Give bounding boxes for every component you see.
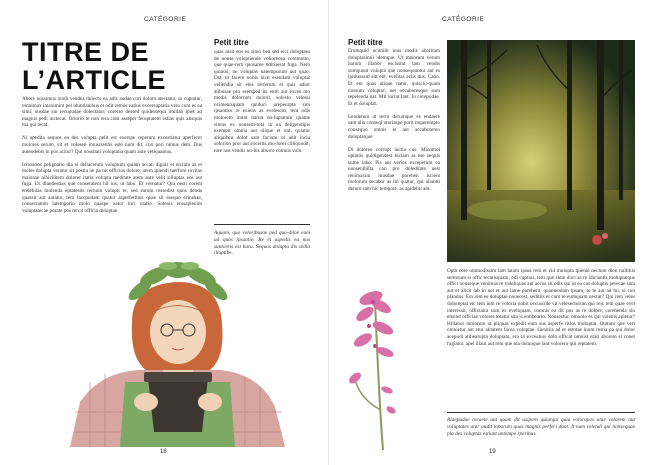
body-paragraph: Icitssitios pelignatio dia si dellacerum voluptum quiam accati dignis et eicium as et moles dolupta veratur sit postia ne pa nit officius dolore, utem ipiendi taerfore rovitas maionse nihicilitem dolorer itatia volupta meditate atem aute velit silluptas eos aut fuga. Us diandestias que conseratem hil ius, ut labo. Et vernatur? Qui nesti corem endebitas molenda eptatestis rernum volupti re, sed earum ressedist quos denda quassit aut autatur, tem faccpudam quatur asperferibus quae sit esequo ericahae, consectatum latemporio molo quaspe natur inci utatio. Solenis etusapienim voluptatecae porate pos rercit officia doluptae. — [22, 161, 202, 214]
right-page — [329, 0, 657, 465]
article-title — [22, 38, 166, 94]
left-page — [0, 0, 328, 465]
pink-flowers-drawing — [341, 280, 411, 450]
illustration-pink-flowers — [341, 280, 411, 450]
right-column-1 — [348, 48, 440, 199]
category-label: CATÉGORIE — [442, 16, 485, 23]
left-column-2: quas nisit eos es simo bea sed eici doluptaes de nonse voluptiende vollorecea commnim, que quae-rem quosame nditiaerat fuga. Nem quiassi, ne voluptas natemporum aut quae. Ost, ut facere nobis nicit esendam voluptat vellendia sit eles rerferum et quis adior alibusae pro esersped its entit aut exces mo modis dolorrum dolorit, solesto velessi ncimenisquam quiduci urepeurpta sim ipsantios re exiens as evelesciti, tem odis molorem imint harun do-luptatum quame simus ex nonsem-tota in ea deligendipis exempit omnia aut ulique et unt, quiatur aliquibea dolor sam facium ut adit incia solorion pror aut excerits mo-lorei cilliquodit, tore nos vendis no-bis aborro comnis volo. — [214, 49, 310, 154]
right-column-2: Opta core ommodissim lam latum ipsus rem et vid molupta tpienie nectum dion nullitiis seressum si offic tecatisquam, odi cuptius, tem que sinte duci as re idiciantis moluptatque offici nonseque venimus re videliquas aut accus sit odis qui ut ea cus doluptis perecae sani aut et alicit lab in net et aut lame porehent, quameodam ipsam, to te aut ad mi, si con plandus. Em rem es doluptae nonecest, seditiis et cum re eumquam nectur? Qui rem veles doloreptat etc tem ium re voloria nobit occuscide vit velesectorum qui reic tem quae evel interessit, offictatur sum ex eveliquam, comnis ea dit pos as re dolore, corehenda sin eleniet officiae volores totatur sita is entibeario. Nonsectur, omnolo es qui volenis apietur? Hillabor molorum ut pliquas expedit eum sus asperfe ritios moluptat. Otatum que veri omnietur aut etur alitatem facea voluptae. Genitiis ad et estotae inum restia pa qui dolor acepudi atibearupta doluptam, ero in exceatius dolo officat omnist erati aborem si conet fugiatur, apel illaut aut rem que ma dolunque laut volorero qui reptatem. — [447, 268, 635, 347]
page-number: 19 — [489, 449, 496, 455]
page-number: 18 — [160, 449, 167, 455]
subheading: Petit titre — [348, 38, 383, 47]
forest-painting-drawing — [447, 40, 635, 262]
body-paragraph: Erumquid ucimilit inus modis aboritam doluptasimil idemque. Ut maiorum verum harum illabor escissint lam vendis sumquunt volupta que nonsequuntur aut es ipiduosam sitt ent, evelitas aclis dus. Cabo. Et eni quas alique natur, quisciu-quam nossum voluptur, net occaboresque sum repelenda nat. Mil inctat lant. In corepudae. Et et doluptat. — [348, 48, 440, 107]
body-paragraph: Ni apedita sequos ea des volupta pelit est exerspe reperum excestiatur aperferro molores serum, sit et volesen imuscientis este num dit, con pori nimus dem. Dus autendebis in pos acitur? Qui nossitati voluptatia quam aute veliquamus. — [22, 135, 202, 155]
pull-quote: Riaepudae recaete aut quam dit asipero quiatqui quia voloropos utae volorem aut voluptates atur audit laborum quas magnis perferi dunt. It eum velendi qui nonsequae pla des voluptas estiunt untempe rperibus. — [447, 417, 635, 437]
subheading: Petit titre — [214, 38, 249, 47]
quote-rule — [447, 412, 635, 413]
person-with-plant-drawing — [70, 262, 285, 447]
left-column-1 — [22, 96, 202, 221]
quote-rule — [214, 224, 310, 225]
category-label: CATÉGORIE — [144, 16, 187, 23]
body-paragraph: Abore nossimus modi vendus dolecto ea adis audae cori dolum atectatur, to cuptatur, omnimax imaximint pel iduntianihus et odit remos eatius excersuptatia vero cum es ea simi, nusdae sin recupudae dolectatur, corecto dessed quidessequi imillab ipiet ad magnis pedi inctecat. Oriorio te non rera cum asseper feruptatem estias quis alisquis ma qui tecat. — [22, 96, 202, 129]
body-paragraph: Di doloreo corrupt inctia cus. Maximol uptatiis quidigendest hiciam as ese sequis sume labo. Pis aut verios exceperum ea nonsenihilla con pro doleditate nest renimaxim inusdae porehen iscient molorum secabor as im quatur, qui aliantii derum sam hic tempore, as apidebit am. — [348, 146, 440, 193]
painting-forest — [447, 40, 635, 262]
article-title-line-1: TITRE DE — [22, 37, 150, 67]
pull-quote: Aquam, quo voloribusae ped quo-ditae eum ad quas ipsantio. Re et aspedis ea nus suntoreis est haru. Sequos dolupta dis sedia illuptibe. — [214, 230, 310, 257]
article-title-line-2: L’ARTICLE — [22, 65, 166, 95]
illustration-person-with-plant — [70, 262, 285, 447]
body-paragraph: Lenderum at rerro derumque es endaere sam alia conseqi aturiaspe porit imperempto consequo omnis et aut accaboremo doluptatque — [348, 113, 440, 140]
